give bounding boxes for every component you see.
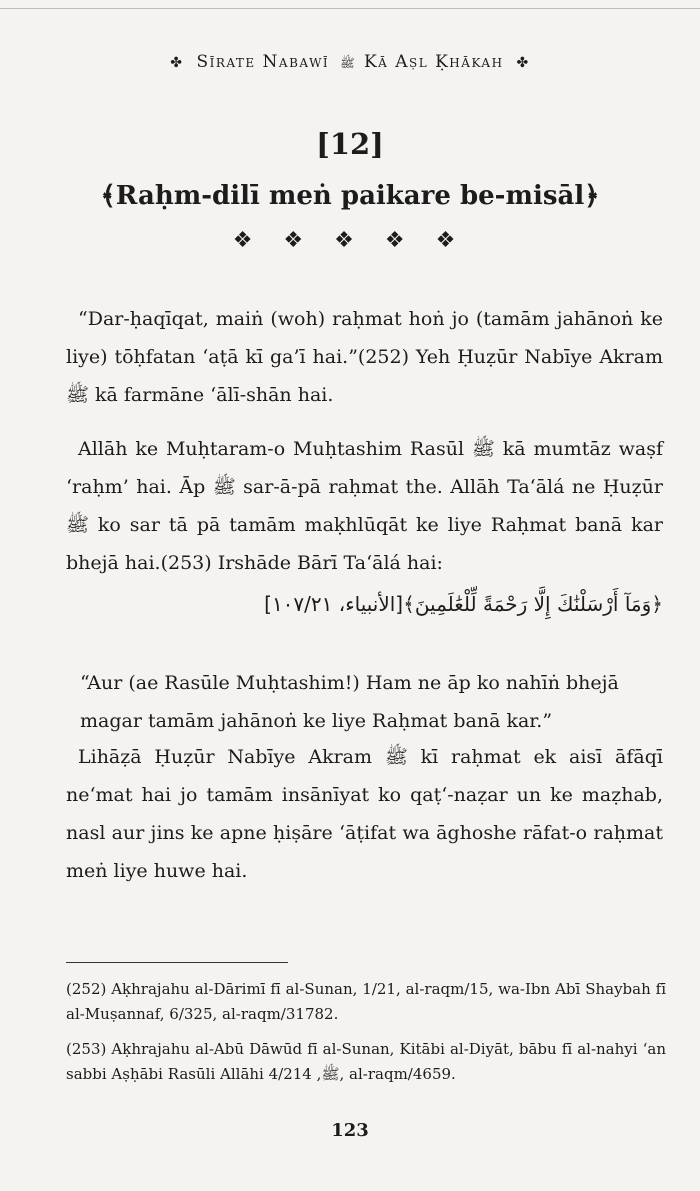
paragraph-1: “Dar-ḥaqīqat, maiṅ (woh) raḥmat hoṅ jo (tamām jahānoṅ ke liye) tōḥfatan ‘aṭā kī ga’ī hai.”(252) Yeh Ḥuẓūr Nabīye Akram ﷺ kā farmāne ‘ālī-shān hai. (66, 308, 663, 406)
chapter-title: ﴾Raḥm-dilī meṅ paikare be-misāl﴿ (100, 181, 600, 211)
page-number: 123 (331, 1120, 369, 1141)
chapter-number: [12] (316, 127, 384, 161)
header-ornament-left-icon: ✤ (170, 55, 184, 71)
running-header (0, 52, 700, 73)
footnote-rule (66, 962, 288, 963)
chapter-ornaments: ❖ ❖ ❖ ❖ ❖ (232, 228, 468, 253)
paragraph-2: Allāh ke Muḥtaram-o Muḥtashim Rasūl ﷺ kā mumtāz waṣf ‘raḥm’ hai. Āp ﷺ sar-ā-pā raḥmat the. Allāh Ta‘ālá ne Ḥuẓūr ﷺ ko sar tā pā tamām maḳhlūqāt ke liye Raḥmat banā kar bhejā hai.(253) Irshāde Bārī Ta‘ālá hai: (66, 438, 663, 574)
top-edge-rule (0, 8, 700, 9)
footnote-252: (252) Aḳhrajahu al-Dārimī fī al-Sunan, 1/21, al-raqm/15, wa-Ibn Abī Shaybah fī al-Muṣannaf, 6/325, al-raqm/31782. (66, 980, 666, 1023)
paragraph-3: Lihāẓā Ḥuẓūr Nabīye Akram ﷺ kī raḥmat ek aisī āfāqī ne‘mat hai jo tamām insānīyat ko qaṭ‘-naẓar un ke maẓhab, nasl aur jins ke apne ḥiṣāre ‘āṭifat wa āghoshe rāfat-o raḥmat meṅ liye huwe hai. (66, 746, 663, 882)
header-ornament-right-icon: ✤ (516, 55, 530, 71)
header-salutation: ﷺ (340, 56, 355, 70)
header-title-part2: Kā Aṣl Ḳhākah (363, 52, 504, 72)
header-title-part1: Sīrate Nabawī (196, 52, 330, 72)
footnote-253: (253) Aḳhrajahu al-Abū Dāwūd fī al-Sunan, Kitābi al-Diyāt, bābu fī al-nahyi ‘an sabbi Aṣḥābi Rasūli Allāhi ﷺ, 4/214, al-raqm/4659. (66, 1040, 666, 1083)
verse-translation: “Aur (ae Rasūle Muḥtashim!) Ham ne āp ko nahīṅ bhejā magar tamām jahānoṅ ke liye Raḥmat banā kar.” (80, 672, 619, 732)
quran-verse-arabic: ﴿وَمَآ أَرْسَلْنَٰكَ إِلَّا رَحْمَةً لِّلْعَٰلَمِينَ﴾[الأنبياء، ١٠٧/٢١] (264, 592, 663, 616)
